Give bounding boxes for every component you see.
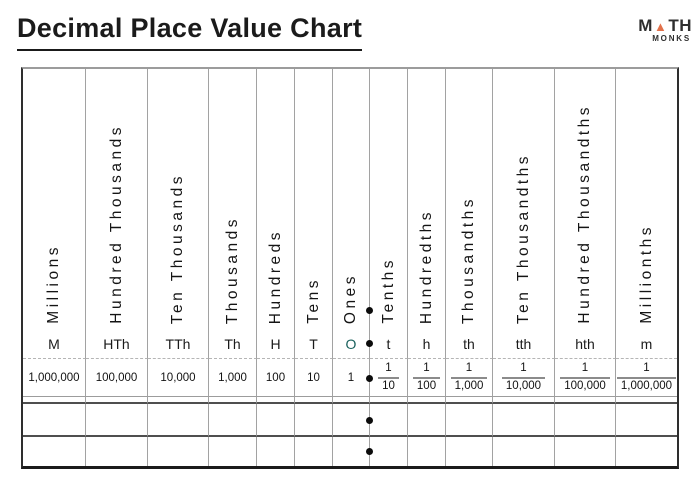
value-cell-hundredths: [408, 359, 446, 397]
abbrev-cell-ten-thousandths: [493, 329, 555, 359]
empty-row2-cell: [555, 437, 616, 466]
fraction: [560, 362, 610, 392]
abbrev-cell-millions: [23, 329, 86, 359]
abbrev-cell-hundred-thousands: [86, 329, 148, 359]
value-cell-hundreds: [257, 359, 295, 397]
abbrev-label: m: [640, 335, 653, 352]
value-label: 1: [347, 371, 355, 384]
abbrev-label-ones: O: [345, 335, 357, 352]
empty-row1-cell: [148, 404, 209, 437]
abbrev-cell-hundreds: [257, 329, 295, 359]
empty-row2-cell: [408, 437, 446, 466]
logo-wordmark: [614, 17, 692, 34]
separator-cell: [209, 397, 257, 404]
column-header-label: Thousandths: [460, 195, 478, 324]
column-header-hundred-thousandths: [555, 69, 616, 329]
abbrev-label: hth: [575, 335, 595, 352]
abbrev-label: h: [422, 335, 431, 352]
separator-cell: [370, 397, 408, 404]
column-header-thousands: [209, 69, 257, 329]
fraction-numerator: 1: [465, 362, 473, 375]
empty-row1-cell: [86, 404, 148, 437]
column-header-tens: [295, 69, 333, 329]
abbrev-cell-millionths: [616, 329, 677, 359]
value-cell-thousandths: [446, 359, 493, 397]
column-header-thousandths: [446, 69, 493, 329]
mathmonks-logo: [614, 17, 692, 43]
value-cell-tenths: [370, 359, 408, 397]
fraction-denominator: 10,000: [502, 377, 545, 393]
empty-row2-cell: [616, 437, 677, 466]
abbrev-label: H: [270, 335, 281, 352]
abbrev-cell-hundred-thousandths: [555, 329, 616, 359]
separator-cell: [555, 397, 616, 404]
separator-cell: [148, 397, 209, 404]
fraction-denominator: 1,000: [451, 377, 488, 393]
fraction-denominator: 1,000,000: [617, 377, 676, 393]
empty-row1-cell: [333, 404, 370, 437]
fraction-numerator: 1: [385, 362, 392, 375]
value-cell-tens: [295, 359, 333, 397]
empty-row1-cell: [555, 404, 616, 437]
separator-cell: [86, 397, 148, 404]
value-cell-ones: [333, 359, 370, 397]
page-title: Decimal Place Value Chart: [17, 13, 362, 51]
value-label: 100,000: [95, 371, 138, 384]
column-header-label: Ten Thousands: [169, 172, 187, 324]
abbrev-label: HTh: [103, 335, 130, 352]
fraction-numerator: 1: [520, 362, 527, 375]
value-cell-ten-thousands: [148, 359, 209, 397]
fraction-denominator: 100,000: [560, 377, 610, 393]
column-header-millions: [23, 69, 86, 329]
value-label: 1,000: [218, 371, 247, 384]
empty-row1-cell: [257, 404, 295, 437]
abbrev-cell-thousandths: [446, 329, 493, 359]
abbrev-cell-tenths: [370, 329, 408, 359]
fraction: [413, 362, 440, 392]
empty-row1-cell: [616, 404, 677, 437]
decimal-point-dot: [366, 307, 373, 314]
separator-cell: [295, 397, 333, 404]
fraction: [378, 362, 399, 392]
abbrev-cell-tens: [295, 329, 333, 359]
empty-row1-cell: [23, 404, 86, 437]
empty-row2-cell: [370, 437, 408, 466]
column-header-millionths: [616, 69, 677, 329]
separator-cell: [616, 397, 677, 404]
column-header-label: Hundred Thousandths: [576, 104, 594, 324]
fraction-denominator: 100: [413, 377, 440, 393]
empty-row1-cell: [209, 404, 257, 437]
empty-row2-cell: [295, 437, 333, 466]
fraction: [451, 362, 488, 392]
abbrev-label: th: [463, 335, 475, 352]
abbrev-label: TTh: [165, 335, 191, 352]
abbrev-label: tth: [515, 335, 532, 352]
separator-cell: [446, 397, 493, 404]
separator-cell: [333, 397, 370, 404]
empty-row2-cell: [257, 437, 295, 466]
abbrev-cell-thousands: [209, 329, 257, 359]
abbrev-label: t: [386, 335, 391, 352]
column-header-hundredths: [408, 69, 446, 329]
place-value-table: [21, 67, 679, 469]
column-header-ten-thousandths: [493, 69, 555, 329]
value-cell-millions: [23, 359, 86, 397]
value-cell-ten-thousandths: [493, 359, 555, 397]
column-header-ones: [333, 69, 370, 329]
empty-row1-cell: [446, 404, 493, 437]
decimal-point-dot: [366, 340, 373, 347]
separator-cell: [257, 397, 295, 404]
column-header-label: Thousands: [223, 215, 241, 324]
column-header-label: Hundreds: [266, 228, 284, 324]
empty-row2-cell: [148, 437, 209, 466]
empty-row1-cell: [493, 404, 555, 437]
abbrev-cell-hundredths: [408, 329, 446, 359]
empty-row2-cell: [493, 437, 555, 466]
fraction: [617, 362, 676, 392]
column-header-label: Millionths: [637, 224, 655, 324]
separator-cell: [408, 397, 446, 404]
value-cell-hundred-thousandths: [555, 359, 616, 397]
empty-row2-cell: [23, 437, 86, 466]
column-header-label: Hundred Thousands: [107, 124, 125, 324]
empty-row1-cell: [370, 404, 408, 437]
empty-row2-cell: [446, 437, 493, 466]
logo-subtitle: MONKS: [652, 34, 691, 43]
abbrev-label: Th: [224, 335, 241, 352]
column-header-label: Tenths: [379, 257, 397, 324]
fraction: [502, 362, 545, 392]
column-header-label: Hundredths: [417, 208, 435, 324]
decimal-point-dot: [366, 375, 373, 382]
column-header-tenths: [370, 69, 408, 329]
abbrev-label: M: [48, 335, 60, 352]
column-header-ten-thousands: [148, 69, 209, 329]
empty-row2-cell: [333, 437, 370, 466]
value-cell-millionths: [616, 359, 677, 397]
column-header-hundreds: [257, 69, 295, 329]
value-cell-thousands: [209, 359, 257, 397]
column-header-hundred-thousands: [86, 69, 148, 329]
empty-row2-cell: [86, 437, 148, 466]
abbrev-label: T: [309, 335, 318, 352]
abbrev-cell-ten-thousands: [148, 329, 209, 359]
decimal-point-dot: [366, 417, 373, 424]
decimal-point-dot: [366, 448, 373, 455]
value-label: 10: [307, 371, 320, 384]
empty-row1-cell: [408, 404, 446, 437]
value-label: 10,000: [160, 371, 196, 384]
column-header-label: Tens: [304, 277, 322, 324]
abbrev-cell-ones: [333, 329, 370, 359]
logo-letters-th: TH: [668, 16, 692, 35]
fraction-numerator: 1: [643, 362, 650, 375]
separator-cell: [23, 397, 86, 404]
value-label: 100: [265, 371, 286, 384]
fraction-numerator: 1: [423, 362, 430, 375]
logo-letter-m: M: [638, 16, 653, 35]
empty-row1-cell: [295, 404, 333, 437]
triangle-icon: ▲: [653, 19, 668, 34]
fraction-denominator: 10: [378, 377, 399, 393]
separator-cell: [493, 397, 555, 404]
empty-row2-cell: [209, 437, 257, 466]
value-label: 1,000,000: [28, 371, 80, 384]
column-header-label: Ten Thousandths: [514, 152, 532, 324]
column-header-label: Millions: [45, 244, 63, 324]
value-cell-hundred-thousands: [86, 359, 148, 397]
fraction-numerator: 1: [581, 362, 589, 375]
column-header-label: Ones: [342, 272, 360, 324]
